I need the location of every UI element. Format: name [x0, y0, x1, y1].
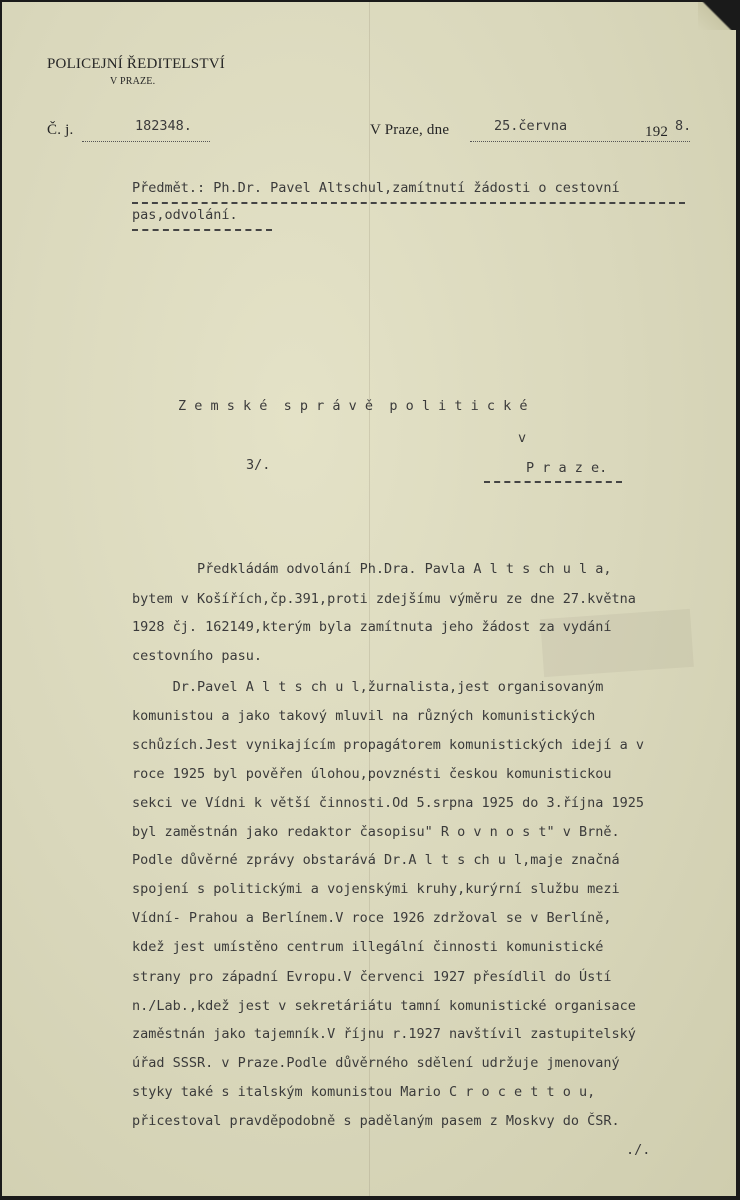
reference-underline [82, 141, 210, 142]
year-suffix: 8. [675, 118, 692, 134]
body-line: zaměstnán jako tajemník.V říjnu r.1927 navštívil zastupitelský [132, 1026, 636, 1042]
subject-underline-2 [132, 229, 272, 231]
subject-underline-1 [132, 202, 685, 204]
addressee-preposition: v [518, 430, 527, 446]
body-line: n./Lab.,kdež jest v sekretáriátu tamní komunistické organisace [132, 998, 636, 1014]
body-line: Podle důvěrné zprávy obstarává Dr.A l t s ch u l,maje značná [132, 852, 620, 868]
date-place-label: V Praze, dne [370, 122, 450, 138]
body-line: 1928 čj. 162149,kterým byla zamítnuta jeho žádost za vydání [132, 619, 612, 635]
document-page [2, 2, 736, 1196]
letterhead-city: V PRAZE. [110, 76, 156, 87]
addressee-underline [484, 481, 622, 483]
body-line: komunistou a jako takový mluvil na různých komunistických [132, 708, 596, 724]
addressee-line-1: Z e m s k é s p r á v ě p o l i t i c k é [178, 398, 528, 414]
continuation-mark: ./. [626, 1142, 651, 1158]
letterhead-title: POLICEJNÍ ŘEDITELSTVÍ [47, 56, 225, 72]
attachments-count: 3/. [246, 457, 271, 473]
body-line: schůzích.Jest vynikajícím propagátorem komunistických idejí a v [132, 737, 645, 753]
reference-label: Č. j. [47, 122, 74, 138]
body-line: Předkládám odvolání Ph.Dra. Pavla A l t s ch u l a, [132, 561, 612, 577]
body-line: bytem v Košířích,čp.391,proti zdejšímu výměru ze dne 27.května [132, 591, 636, 607]
body-line: cestovního pasu. [132, 648, 263, 664]
date-underline [470, 141, 642, 142]
body-line: kdež jest umístěno centrum illegální činnosti komunistické [132, 939, 604, 955]
body-line: přicestoval pravděpodobně s padělaným pasem z Moskvy do ČSR. [132, 1113, 620, 1129]
subject-line-1: Předmět.: Ph.Dr. Pavel Altschul,zamítnutí žádosti o cestovní [132, 180, 620, 196]
body-line: styky také s italským komunistou Mario C r o c e t t o u, [132, 1084, 596, 1100]
body-line: Vídní- Prahou a Berlínem.V roce 1926 zdržoval se v Berlíně, [132, 910, 612, 926]
body-line: úřad SSSR. v Praze.Podle důvěrného sdělení udržuje jmenovaný [132, 1055, 620, 1071]
body-line: strany pro západní Evropu.V červenci 1927 přesídlil do Ústí [132, 969, 612, 985]
body-line: spojení s politickými a vojenskými kruhy,kurýrní službu mezi [132, 881, 620, 897]
year-underline [642, 141, 690, 142]
addressee-city: P r a z e. [526, 460, 608, 476]
reference-number: 182348. [135, 118, 192, 134]
body-line: roce 1925 byl pověřen úlohou,povznésti českou komunistickou [132, 766, 612, 782]
body-line: Dr.Pavel A l t s ch u l,žurnalista,jest organisovaným [132, 679, 604, 695]
date-value: 25.června [494, 118, 568, 134]
torn-corner [698, 2, 736, 30]
body-line: sekci ve Vídni k větší činnosti.Od 5.srpna 1925 do 3.října 1925 [132, 795, 645, 811]
body-line: byl zaměstnán jako redaktor časopisu" R o v n o s t" v Brně. [132, 824, 620, 840]
subject-line-2: pas,odvolání. [132, 207, 238, 223]
year-prefix: 192 [645, 124, 669, 140]
